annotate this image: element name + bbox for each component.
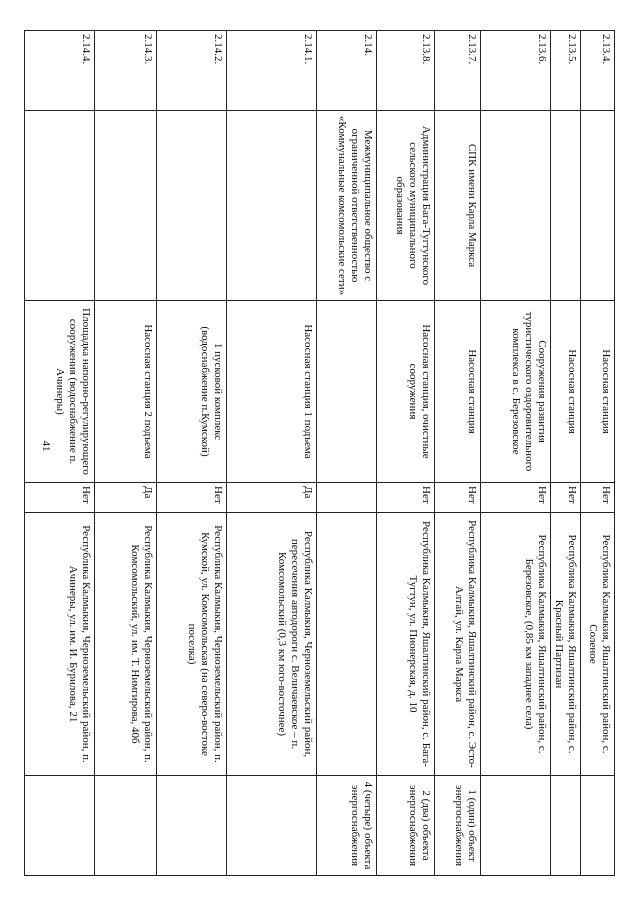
cell-num: 2.13.6. xyxy=(480,31,550,111)
cell-note xyxy=(550,776,580,876)
table-row xyxy=(226,31,316,876)
table-row xyxy=(94,31,156,876)
cell-num: 2.14. xyxy=(316,31,376,111)
table-row xyxy=(581,31,615,876)
table-row xyxy=(156,31,226,876)
cell-addr: Республика Калмыкия, Черноземельский район, пересечения автодороги с. Величаевское – п. Комсомольский (0,3 км юго-восточнее) xyxy=(226,513,316,776)
cell-num: 2.14.3. xyxy=(94,31,156,111)
cell-flag: Нет xyxy=(156,483,226,513)
cell-org: Межмуниципальное общество с ограниченной ответственностью «Коммунальные комсомольские сети» xyxy=(316,111,376,301)
cell-addr: Республика Калмыкия, Яшалтинский район, с. Соленое xyxy=(581,513,615,776)
cell-flag: Да xyxy=(226,483,316,513)
cell-num: 2.14.2. xyxy=(156,31,226,111)
rotated-table-wrapper xyxy=(54,30,615,875)
table-row xyxy=(316,31,376,876)
cell-num: 2.14.1. xyxy=(226,31,316,111)
cell-obj: Насосная станция xyxy=(434,301,480,483)
cell-num: 2.13.5. xyxy=(550,31,580,111)
cell-addr: Республика Калмыкия, Яшалтинский район, с. Березовское, (0,85 км западнее села) xyxy=(480,513,550,776)
cell-org xyxy=(550,111,580,301)
cell-flag: Нет xyxy=(581,483,615,513)
cell-flag: Да xyxy=(94,483,156,513)
objects-table xyxy=(24,30,615,876)
table-row xyxy=(434,31,480,876)
cell-flag: Нет xyxy=(550,483,580,513)
cell-addr: Республика Калмыкия, Черноземельский район, п. Кумской, ул. Комсомольская (на северо-востоке поселка) xyxy=(156,513,226,776)
table-row xyxy=(24,31,94,876)
cell-org xyxy=(156,111,226,301)
cell-flag xyxy=(316,483,376,513)
cell-note: 4 (четыре) объекта энергоснабжения xyxy=(316,776,376,876)
cell-num: 2.13.8. xyxy=(376,31,434,111)
cell-org xyxy=(24,111,94,301)
cell-addr xyxy=(316,513,376,776)
cell-addr: Республика Калмыкия, Яшалтинский район, с. Эсто-Алтай, ул. Карла Маркса xyxy=(434,513,480,776)
cell-note: 1 (один) объект энергоснабжения xyxy=(434,776,480,876)
cell-obj: Насосная станция 1 подъема xyxy=(226,301,316,483)
cell-org xyxy=(581,111,615,301)
cell-obj: Площадка напорно-регулирующего сооружения (водоснабжение п. Ачинеры) xyxy=(24,301,94,483)
cell-org xyxy=(94,111,156,301)
cell-flag: Нет xyxy=(24,483,94,513)
cell-note: 2 (два) объекта энергоснабжения xyxy=(376,776,434,876)
cell-flag: Нет xyxy=(434,483,480,513)
cell-obj: 1 пусковой комплекс (водоснабжение п.Кумской) xyxy=(156,301,226,483)
cell-obj: Сооружения развития туристического оздоровительного комплекса в с. Березовское xyxy=(480,301,550,483)
cell-note xyxy=(480,776,550,876)
cell-obj: Насосная станция xyxy=(581,301,615,483)
cell-num: 2.13.7. xyxy=(434,31,480,111)
cell-obj: Насосная станция xyxy=(550,301,580,483)
cell-addr: Республика Калмыкия, Черноземельский район, п. Ачинеры, ул. им. И. Бурилова, 21 xyxy=(24,513,94,776)
cell-flag: Нет xyxy=(376,483,434,513)
cell-obj xyxy=(316,301,376,483)
cell-addr: Республика Калмыкия, Яшалтинский район, с. Красный Партизан xyxy=(550,513,580,776)
cell-org: СПК имени Карла Маркса xyxy=(434,111,480,301)
cell-note xyxy=(581,776,615,876)
cell-num: 2.13.4. xyxy=(581,31,615,111)
table-row xyxy=(376,31,434,876)
cell-note xyxy=(94,776,156,876)
cell-addr: Республика Калмыкия, Яшалтинский район, с. Бага-Тугтун, ул. Пионерская, д. 10 xyxy=(376,513,434,776)
cell-org: Администрация Бага-Тугтунского сельского муниципального образования xyxy=(376,111,434,301)
cell-org xyxy=(480,111,550,301)
cell-flag: Нет xyxy=(480,483,550,513)
cell-num: 2.14.4. xyxy=(24,31,94,111)
cell-obj: Насосная станция 2 подъема xyxy=(94,301,156,483)
cell-note xyxy=(226,776,316,876)
table-row xyxy=(480,31,550,876)
cell-obj: Насосная станция, очистные сооружения xyxy=(376,301,434,483)
page-number: 41 xyxy=(40,440,52,452)
cell-note xyxy=(156,776,226,876)
cell-note xyxy=(24,776,94,876)
cell-org xyxy=(226,111,316,301)
table-row xyxy=(550,31,580,876)
cell-addr: Республика Калмыкия, Черноземельский район, п. Комсомольский, ул. им. Т. Нимгирова, 40б xyxy=(94,513,156,776)
